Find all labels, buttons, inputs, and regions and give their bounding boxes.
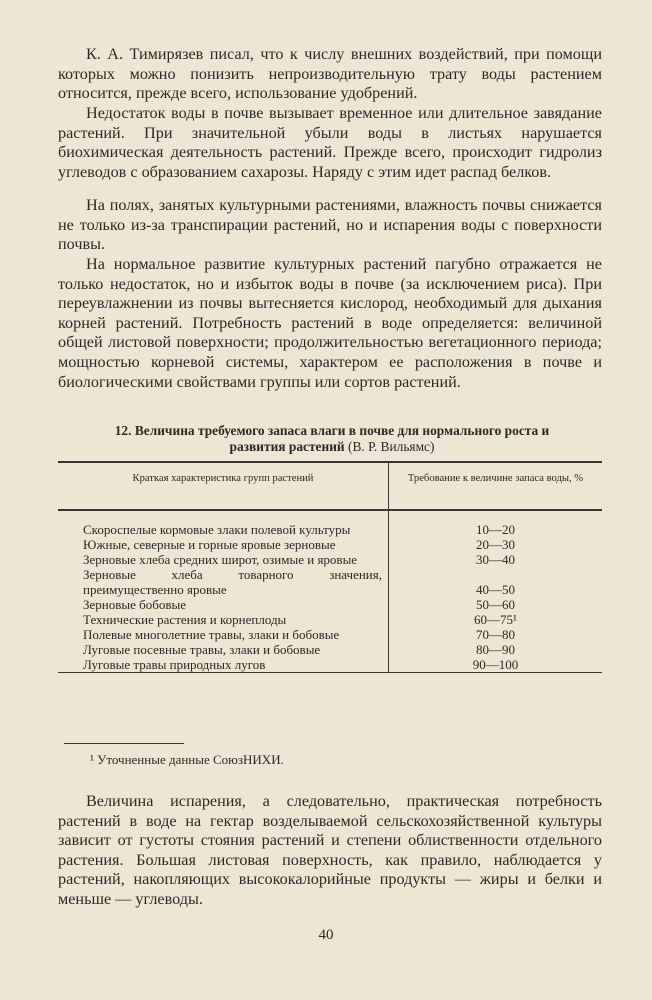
table-row	[58, 657, 602, 673]
table-row	[58, 597, 602, 612]
footnote-rule	[64, 743, 184, 744]
moisture-table	[58, 461, 602, 673]
row-value: 20—30	[476, 537, 515, 552]
row-value: 10—20	[476, 522, 515, 537]
paragraph-3: На полях, занятых культурными растениями, влажность почвы снижается не только из-за транспирации растений, но и испарения воды с поверхности почвы.	[58, 196, 602, 254]
row-group: Технические растения и корнеплоды	[58, 612, 389, 627]
row-value: 90—100	[389, 657, 603, 673]
paragraph-4: На нормальное развитие культурных растений пагубно отражается не только недостаток, но и избыток воды в почве (за исключением риса). При переувлажнении из почвы вытесняется кислород, необходимый для дыхания корней растений. Потребность растений в воде определяется: величиной общей листовой поверхности; продолжительностью вегетационного периода; мощностью корневой системы, характером ее расположения в почве и биологическими свойствами группы или сортов растений.	[58, 255, 602, 391]
row-value: 80—90	[476, 642, 515, 657]
row-group: Зерновые бобовые	[58, 597, 389, 612]
row-group: Скороспелые кормовые злаки полевой культуры	[58, 510, 389, 537]
row-value: 50—60	[476, 597, 515, 612]
table-row	[58, 612, 602, 627]
row-value: 40—50	[476, 582, 515, 597]
table-row	[58, 642, 602, 657]
header-requirement: Требование к величине запаса воды, %	[389, 462, 603, 510]
table-caption-title: Величина требуемого запаса влаги в почве для нормального роста и развития растений	[134, 423, 550, 454]
table-row	[58, 552, 602, 567]
row-group: Зерновые хлеба товарного значения, преимущественно яровые	[58, 567, 389, 597]
row-value: 30—40	[476, 552, 515, 567]
paragraph-1: К. А. Тимирязев писал, что к числу внешних воздействий, при помощи которых можно понизить непроизводительную трату воды растением относится, прежде всего, использование удобрений.	[58, 45, 602, 103]
row-group: Южные, северные и горные яровые зерновые	[58, 537, 389, 552]
page-number: 40	[318, 927, 334, 943]
row-group: Луговые травы природных лугов	[58, 657, 389, 673]
paragraph-2: Недостаток воды в почве вызывает временное или длительное завядание растений. При значительной убыли воды в листьях нарушается биохимическая деятельность растений. Прежде всего, происходит гидролиз углеводов с образованием сахарозы. Наряду с этим идет распад белков.	[58, 104, 602, 181]
table-number: 12.	[114, 423, 132, 438]
row-group: Полевые многолетние травы, злаки и бобовые	[58, 627, 389, 642]
table-row	[58, 627, 602, 642]
table-caption	[88, 423, 576, 455]
footnote: ¹ Уточненные данные СоюзНИХИ.	[90, 752, 284, 767]
table-row	[58, 537, 602, 552]
table-header-row	[58, 462, 602, 510]
table-row	[58, 567, 602, 597]
row-group: Луговые посевные травы, злаки и бобовые	[58, 642, 389, 657]
row-value: 60—75¹	[474, 612, 517, 627]
header-group: Краткая характеристика групп растений	[58, 462, 389, 510]
paragraph-5: Величина испарения, а следовательно, практическая потребность растений в воде на гектар возделываемой сельскохозяйственной культуры зависит от густоты стояния растений и степени облиственности отдельного растения. Большая листовая поверхность, как правило, наблюдается у растений, накопляющих высококалорийные продукты — жиры и белки и меньше — углеводы.	[58, 792, 602, 908]
table-caption-source: (В. Р. Вильямс)	[347, 439, 435, 454]
table-row	[58, 510, 602, 537]
row-group: Зерновые хлеба средних широт, озимые и яровые	[58, 552, 389, 567]
row-value: 70—80	[476, 627, 515, 642]
